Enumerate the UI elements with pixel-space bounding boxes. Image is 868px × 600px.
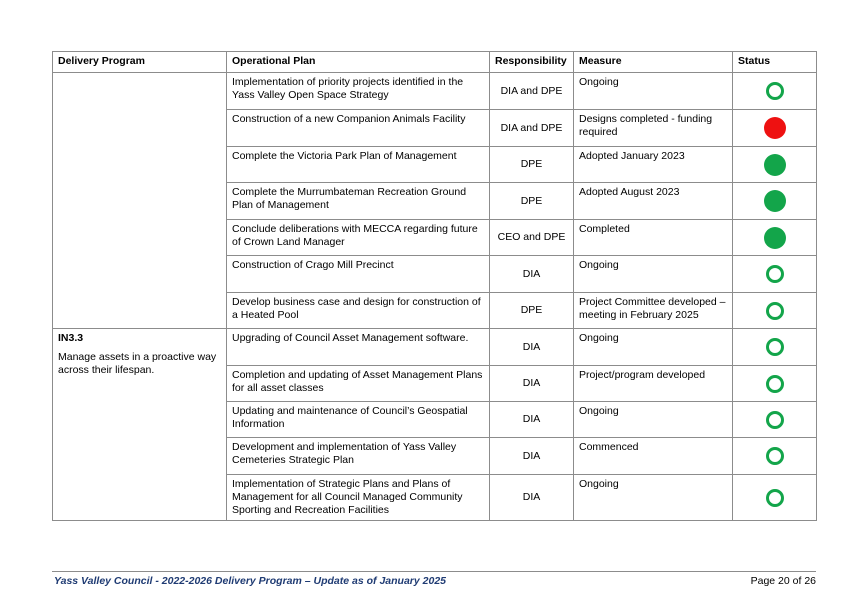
measure-cell: Ongoing: [574, 475, 733, 521]
header-measure: Measure: [574, 52, 733, 73]
measure-cell: Ongoing: [574, 73, 733, 110]
header-status: Status: [733, 52, 817, 73]
responsibility-cell: CEO and DPE: [490, 220, 574, 256]
measure-cell: Designs completed - funding required: [574, 110, 733, 147]
status-ring-icon: [766, 265, 784, 283]
status-cell: [733, 438, 817, 475]
status-cell: [733, 147, 817, 183]
delivery-program-cell-empty: [53, 73, 227, 329]
status-cell: [733, 183, 817, 220]
operational-plan-cell: Completion and updating of Asset Management Plans for all asset classes: [227, 366, 490, 402]
measure-cell: Project/program developed: [574, 366, 733, 402]
program-code: IN3.3: [58, 332, 84, 344]
operational-plan-cell: Complete the Murrumbateman Recreation Ground Plan of Management: [227, 183, 490, 220]
responsibility-cell: DIA and DPE: [490, 73, 574, 110]
status-ring-icon: [766, 82, 784, 100]
status-cell: [733, 293, 817, 329]
header-responsibility: Responsibility: [490, 52, 574, 73]
delivery-program-cell: [53, 329, 227, 521]
measure-cell: Commenced: [574, 438, 733, 475]
status-dot-icon: [764, 117, 786, 139]
delivery-program-table: [52, 51, 817, 521]
responsibility-cell: DIA: [490, 256, 574, 293]
measure-cell: Adopted January 2023: [574, 147, 733, 183]
status-cell: [733, 475, 817, 521]
header-operational-plan: Operational Plan: [227, 52, 490, 73]
measure-cell: Project Committee developed – meeting in February 2025: [574, 293, 733, 329]
footer-divider: [52, 571, 816, 572]
measure-cell: Ongoing: [574, 329, 733, 366]
responsibility-cell: DIA: [490, 402, 574, 438]
operational-plan-cell: Complete the Victoria Park Plan of Management: [227, 147, 490, 183]
responsibility-cell: DIA: [490, 475, 574, 521]
status-cell: [733, 366, 817, 402]
status-dot-icon: [764, 154, 786, 176]
table-body: [53, 73, 817, 521]
table-header-row: [53, 52, 817, 73]
measure-cell: Ongoing: [574, 402, 733, 438]
status-dot-icon: [764, 190, 786, 212]
measure-cell: Completed: [574, 220, 733, 256]
header-delivery-program: Delivery Program: [53, 52, 227, 73]
status-ring-icon: [766, 411, 784, 429]
program-description: Manage assets in a proactive way across their lifespan.: [58, 351, 217, 376]
responsibility-cell: DIA: [490, 366, 574, 402]
footer-document-title: Yass Valley Council - 2022-2026 Delivery Program – Update as of January 2025: [54, 575, 447, 587]
status-ring-icon: [766, 302, 784, 320]
operational-plan-cell: Upgrading of Council Asset Management software.: [227, 329, 490, 366]
operational-plan-cell: Implementation of Strategic Plans and Plans of Management for all Council Managed Community Sporting and Recreation Facilities: [227, 475, 490, 521]
responsibility-cell: DPE: [490, 147, 574, 183]
footer-page-number: Page 20 of 26: [750, 575, 816, 587]
status-cell: [733, 220, 817, 256]
status-ring-icon: [766, 338, 784, 356]
operational-plan-cell: Construction of Crago Mill Precinct: [227, 256, 490, 293]
responsibility-cell: DPE: [490, 183, 574, 220]
measure-cell: Adopted August 2023: [574, 183, 733, 220]
status-cell: [733, 329, 817, 366]
measure-cell: Ongoing: [574, 256, 733, 293]
status-dot-icon: [764, 227, 786, 249]
status-ring-icon: [766, 447, 784, 465]
operational-plan-cell: Conclude deliberations with MECCA regarding future of Crown Land Manager: [227, 220, 490, 256]
status-ring-icon: [766, 489, 784, 507]
operational-plan-cell: Development and implementation of Yass Valley Cemeteries Strategic Plan: [227, 438, 490, 475]
responsibility-cell: DIA: [490, 438, 574, 475]
table-row: [53, 329, 817, 366]
operational-plan-cell: Develop business case and design for construction of a Heated Pool: [227, 293, 490, 329]
status-ring-icon: [766, 375, 784, 393]
operational-plan-cell: Implementation of priority projects identified in the Yass Valley Open Space Strategy: [227, 73, 490, 110]
status-cell: [733, 110, 817, 147]
status-cell: [733, 256, 817, 293]
status-cell: [733, 402, 817, 438]
responsibility-cell: DPE: [490, 293, 574, 329]
operational-plan-cell: Construction of a new Companion Animals Facility: [227, 110, 490, 147]
responsibility-cell: DIA: [490, 329, 574, 366]
responsibility-cell: DIA and DPE: [490, 110, 574, 147]
table-row: [53, 73, 817, 110]
status-cell: [733, 73, 817, 110]
operational-plan-cell: Updating and maintenance of Council’s Geospatial Information: [227, 402, 490, 438]
